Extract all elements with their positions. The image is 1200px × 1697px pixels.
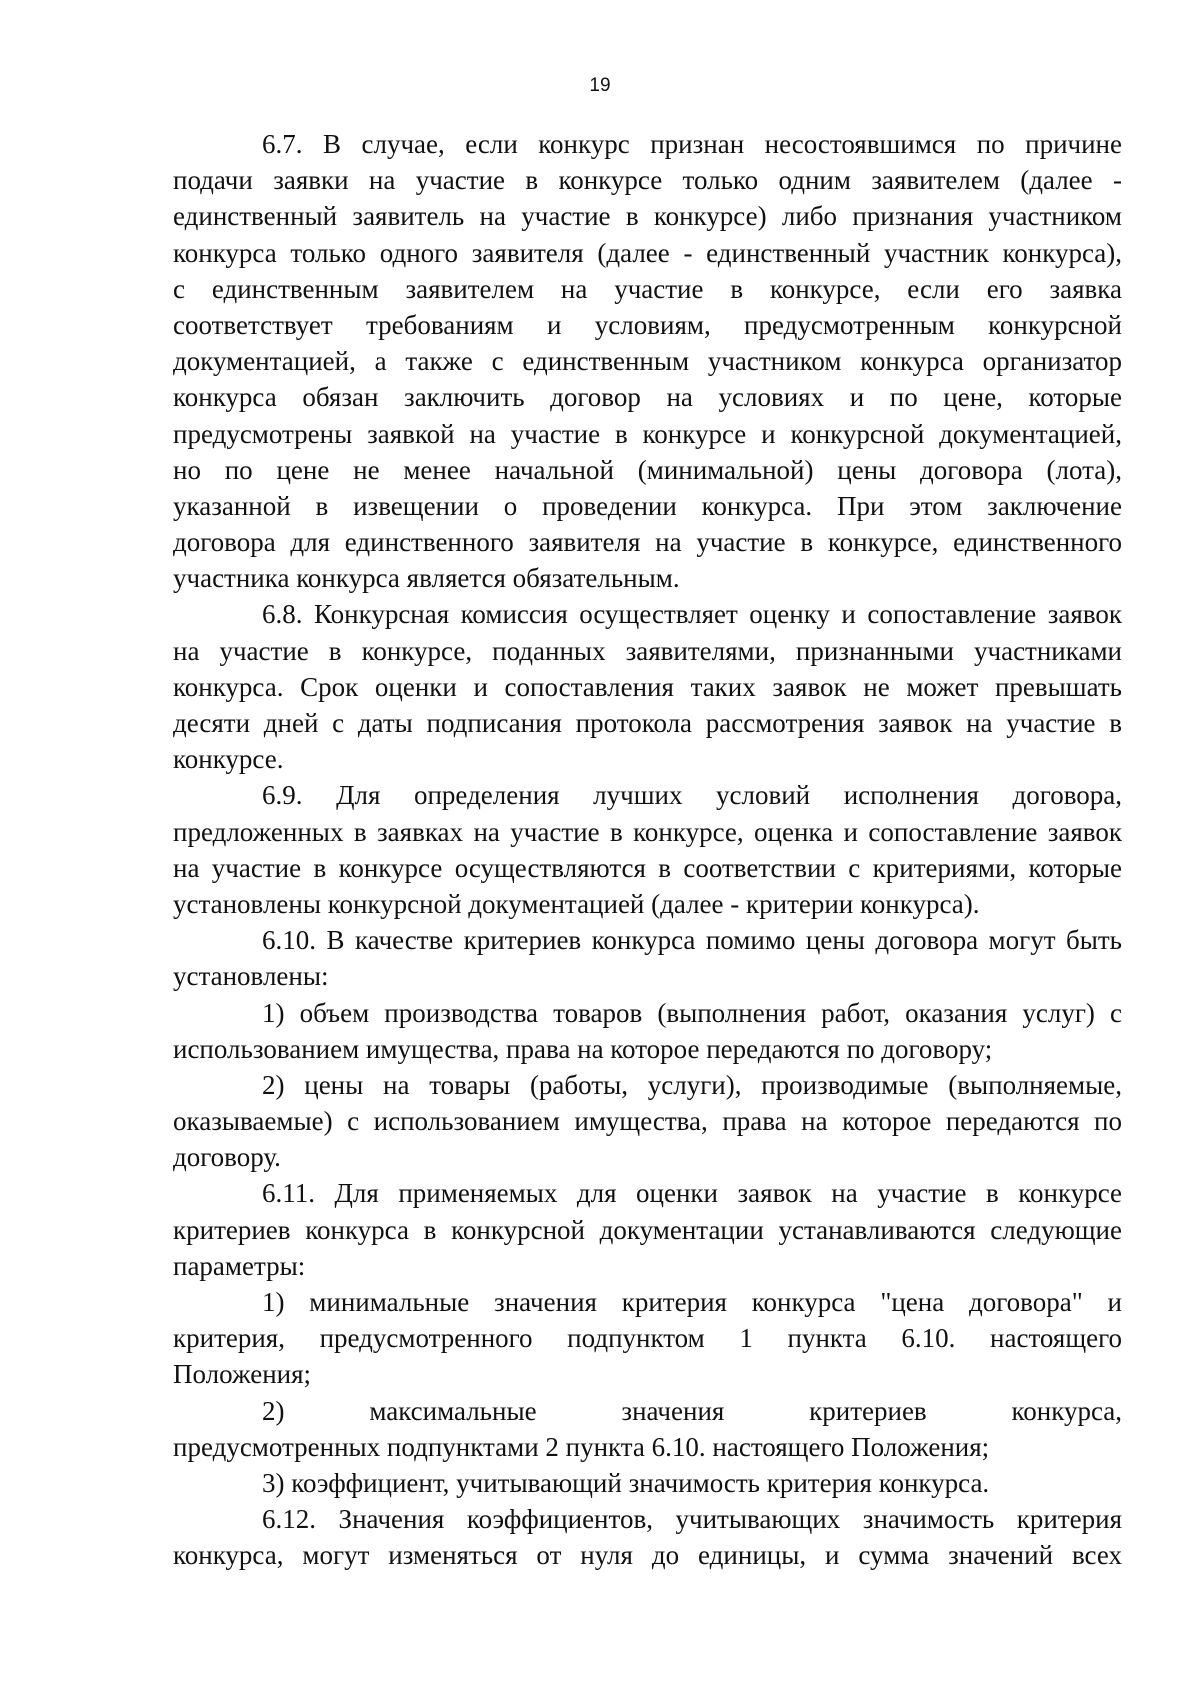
- text-line: конкурса только одного заявителя (далее - единственный участник конкурса),: [173, 237, 1122, 268]
- text-line: установлены конкурсной документацией (далее - критерии конкурса).: [173, 888, 980, 919]
- text-line: 3) коэффициент, учитывающий значимость критерия конкурса.: [262, 1467, 990, 1498]
- text-line: Положения;: [173, 1359, 312, 1390]
- text-line: предусмотренных подпунктами 2 пункта 6.10. настоящего Положения;: [173, 1431, 990, 1462]
- text-line: конкурса. Срок оценки и сопоставления таких заявок не может превышать: [173, 671, 1122, 702]
- text-line: конкурса обязан заключить договор на условиях и по цене, которые: [173, 382, 1122, 413]
- text-line: 1) минимальные значения критерия конкурса "цена договора" и: [262, 1287, 1122, 1317]
- text-line: на участие в конкурсе, поданных заявителями, признанными участниками: [173, 635, 1122, 666]
- text-line: договору.: [173, 1142, 281, 1173]
- text-line: использованием имущества, права на которое передаются по договору;: [173, 1033, 993, 1064]
- text-line: параметры:: [173, 1250, 306, 1281]
- text-line: 1) объем производства товаров (выполнения работ, оказания услуг) с: [262, 997, 1122, 1028]
- text-line: предложенных в заявках на участие в конкурсе, оценка и сопоставление заявок: [173, 816, 1122, 847]
- text-line: установлены:: [173, 961, 329, 992]
- text-line: конкурса, могут изменяться от нуля до единицы, и сумма значений всех: [173, 1540, 1122, 1571]
- text-line: 6.11. Для применяемых для оценки заявок на участие в конкурсе: [262, 1178, 1122, 1209]
- text-line: 6.8. Конкурсная комиссия осуществляет оценку и сопоставление заявок: [262, 599, 1122, 630]
- text-line: 6.10. В качестве критериев конкурса помимо цены договора могут быть: [262, 925, 1122, 956]
- text-line: единственный заявитель на участие в конкурсе) либо признания участником: [173, 201, 1122, 232]
- text-line: участника конкурса является обязательным.: [173, 563, 680, 594]
- text-line: конкурсе.: [173, 744, 284, 775]
- text-line: документацией, а также с единственным участником конкурса организатор: [173, 346, 1122, 377]
- text-line: договора для единственного заявителя на участие в конкурсе, единственного: [173, 527, 1122, 558]
- text-line: 2) цены на товары (работы, услуги), производимые (выполняемые,: [262, 1069, 1122, 1100]
- text-line: критерия, предусмотренного подпунктом 1 пункта 6.10. настоящего: [173, 1323, 1122, 1354]
- text-line: 6.9. Для определения лучших условий исполнения договора,: [262, 780, 1122, 811]
- text-line: 6.12. Значения коэффициентов, учитывающих значимость критерия: [262, 1504, 1122, 1535]
- text-line: оказываемые) с использованием имущества, права на которое передаются по: [173, 1106, 1122, 1137]
- text-line: подачи заявки на участие в конкурсе только одним заявителем (далее -: [173, 165, 1122, 196]
- text-line: 2) максимальные значения критериев конкурса,: [262, 1395, 1122, 1426]
- text-line: 6.7. В случае, если конкурс признан несостоявшимся по причине: [262, 129, 1122, 159]
- text-line: но по цене не менее начальной (минимальной) цены договора (лота),: [173, 454, 1122, 485]
- text-line: предусмотрены заявкой на участие в конкурсе и конкурсной документацией,: [173, 418, 1122, 449]
- text-line: с единственным заявителем на участие в конкурсе, если его заявка: [173, 273, 1122, 304]
- text-line: десяти дней с даты подписания протокола рассмотрения заявок на участие в: [173, 708, 1122, 738]
- page-number: 19: [589, 75, 611, 96]
- text-line: указанной в извещении о проведении конкурса. При этом заключение: [173, 490, 1122, 521]
- text-line: критериев конкурса в конкурсной документации устанавливаются следующие: [173, 1214, 1122, 1245]
- document-body: [173, 126, 1122, 1574]
- text-line: на участие в конкурсе осуществляются в соответствии с критериями, которые: [173, 852, 1122, 883]
- text-line: соответствует требованиям и условиям, предусмотренным конкурсной: [173, 309, 1122, 340]
